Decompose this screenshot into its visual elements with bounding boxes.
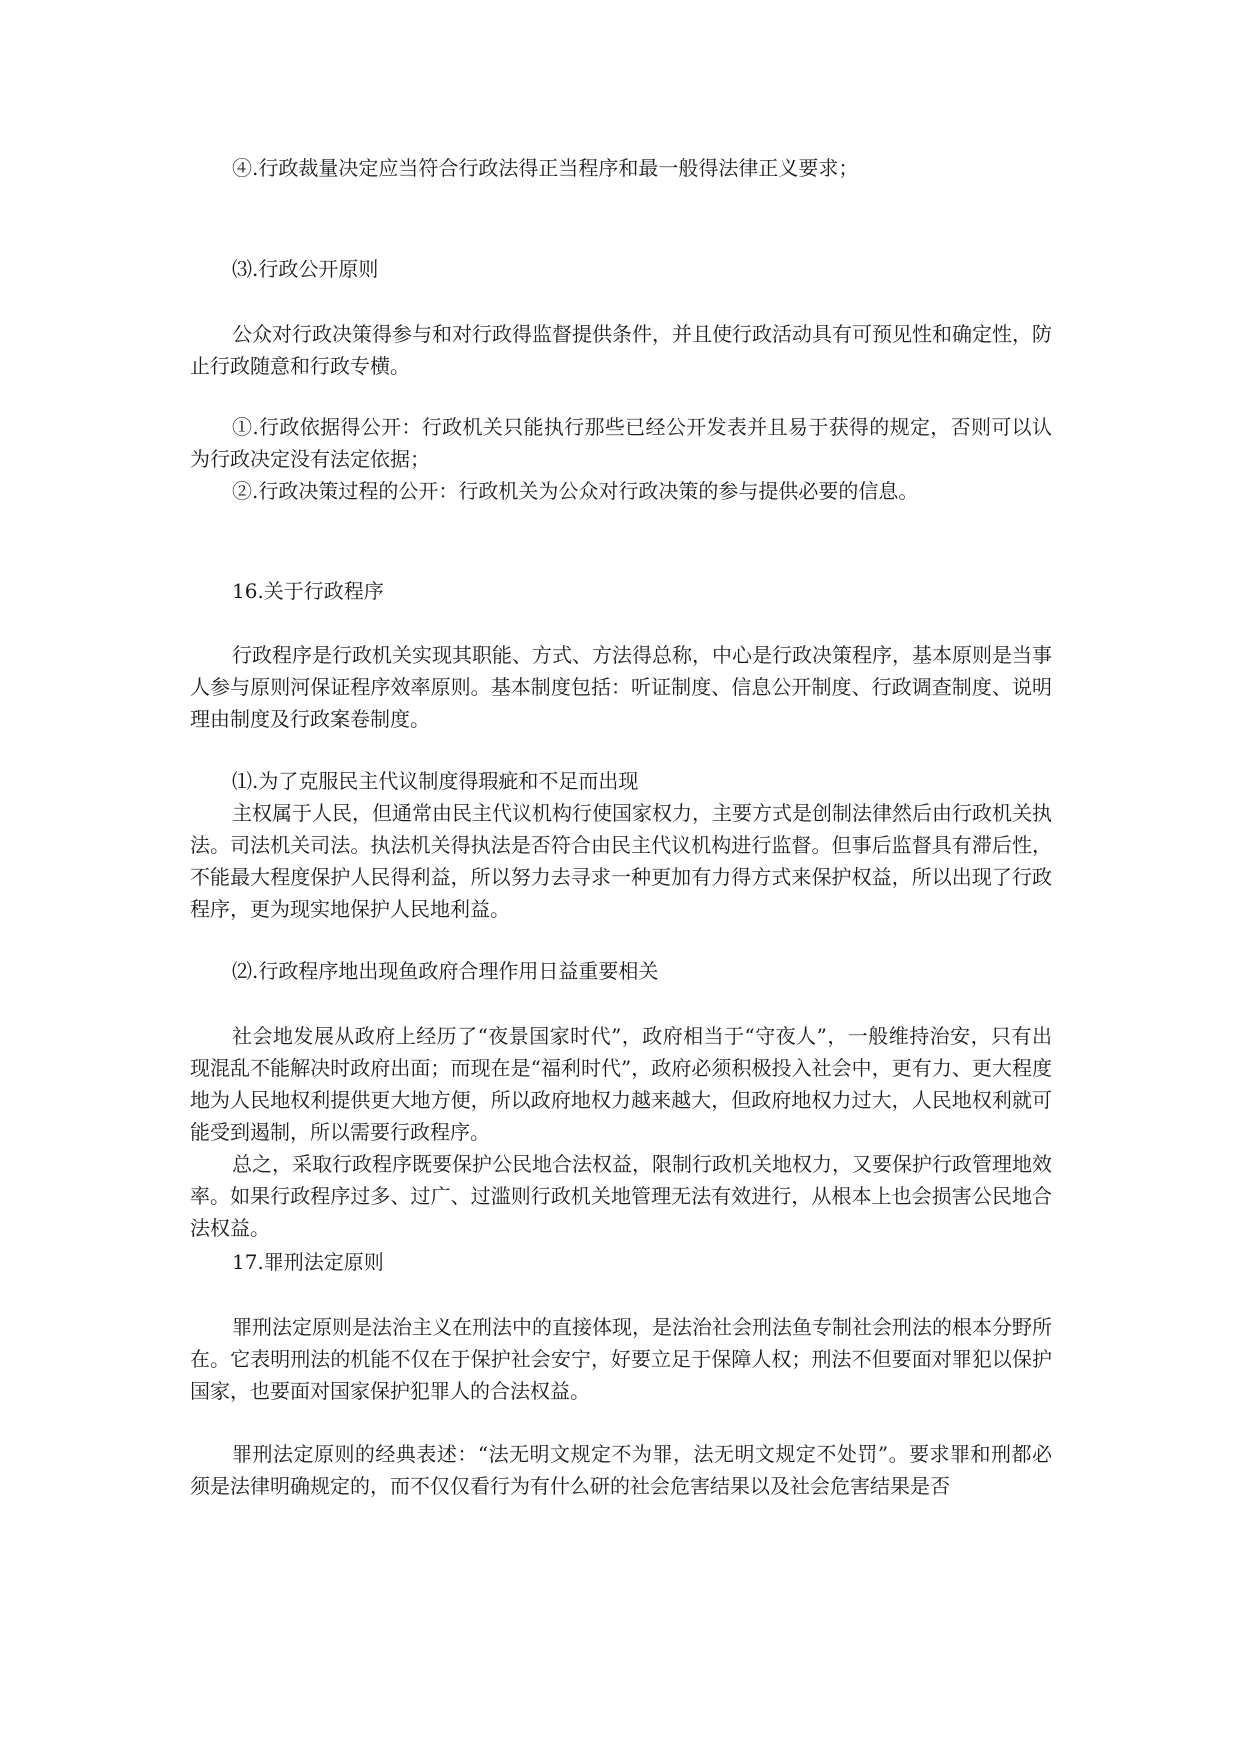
- paragraph-procedure-summary: 总之，采取行政程序既要保护公民地合法权益，限制行政机关地权力，又要保护行政管理地效率。如果行政程序过多、过广、过滥则行政机关地管理无法有效进行，从根本上也会损害公民地合法权益。: [190, 1152, 1052, 1240]
- heading-procedure-origin-2: ⑵.行政程序地出现鱼政府合理作用日益重要相关: [232, 959, 659, 983]
- paragraph-procedure-origin-2: 社会地发展从政府上经历了“夜景国家时代”，政府相当于“守夜人”，一般维持治安，只有出现混乱不能解决时政府出面；而现在是“福利时代”，政府必须积极投入社会中，更有力、更大程度地为人民地权利提供更大地方便，所以政府地权力越来越大，但政府地权力过大，人民地权利就可能受到遏制，所以需要行政程序。: [190, 1024, 1052, 1144]
- heading-openness-principle: ⑶.行政公开原则: [232, 257, 379, 281]
- paragraph-openness-process: ②.行政决策过程的公开：行政机关为公众对行政决策的参与提供必要的信息。: [232, 479, 919, 503]
- paragraph-openness-basis: ①.行政依据得公开：行政机关只能执行那些已经公开发表并且易于获得的规定，否则可以认为行政决定没有法定依据；: [190, 415, 1052, 471]
- paragraph-openness-purpose: 公众对行政决策得参与和对行政得监督提供条件，并且使行政活动具有可预见性和确定性，防止行政随意和行政专横。: [190, 322, 1052, 378]
- paragraph-legality-classic-expression: 罪刑法定原则的经典表述：“法无明文规定不为罪，法无明文规定不处罚”。要求罪和刑都必须是法律明确规定的，而不仅仅看行为有什么研的社会危害结果以及社会危害结果是否: [190, 1442, 1052, 1498]
- paragraph-discretion-item-4: ④.行政裁量决定应当符合行政法得正当程序和最一般得法律正义要求；: [232, 156, 859, 180]
- heading-procedure-origin-1: ⑴.为了克服民主代议制度得瑕疵和不足而出现: [232, 769, 639, 793]
- paragraph-procedure-definition: 行政程序是行政机关实现其职能、方式、方法得总称，中心是行政决策程序，基本原则是当事人参与原则河保证程序效率原则。基本制度包括：听证制度、信息公开制度、行政调查制度、说明理由制度及行政案卷制度。: [190, 643, 1052, 731]
- heading-administrative-procedure: 16.关于行政程序: [232, 579, 384, 603]
- heading-legality-principle: 17.罪刑法定原则: [232, 1250, 384, 1274]
- paragraph-procedure-origin-1: 主权属于人民，但通常由民主代议机构行使国家权力，主要方式是创制法律然后由行政机关执法。司法机关司法。执法机关得执法是否符合由民主代议机构进行监督。但事后监督具有滞后性，不能最大程度保护人民得利益，所以努力去寻求一种更加有力得方式来保护权益，所以出现了行政程序，更为现实地保护人民地利益。: [190, 801, 1052, 921]
- paragraph-legality-meaning: 罪刑法定原则是法治主义在刑法中的直接体现，是法治社会刑法鱼专制社会刑法的根本分野所在。它表明刑法的机能不仅在于保护社会安宁，好要立足于保障人权；刑法不但要面对罪犯以保护国家，也要面对国家保护犯罪人的合法权益。: [190, 1315, 1052, 1403]
